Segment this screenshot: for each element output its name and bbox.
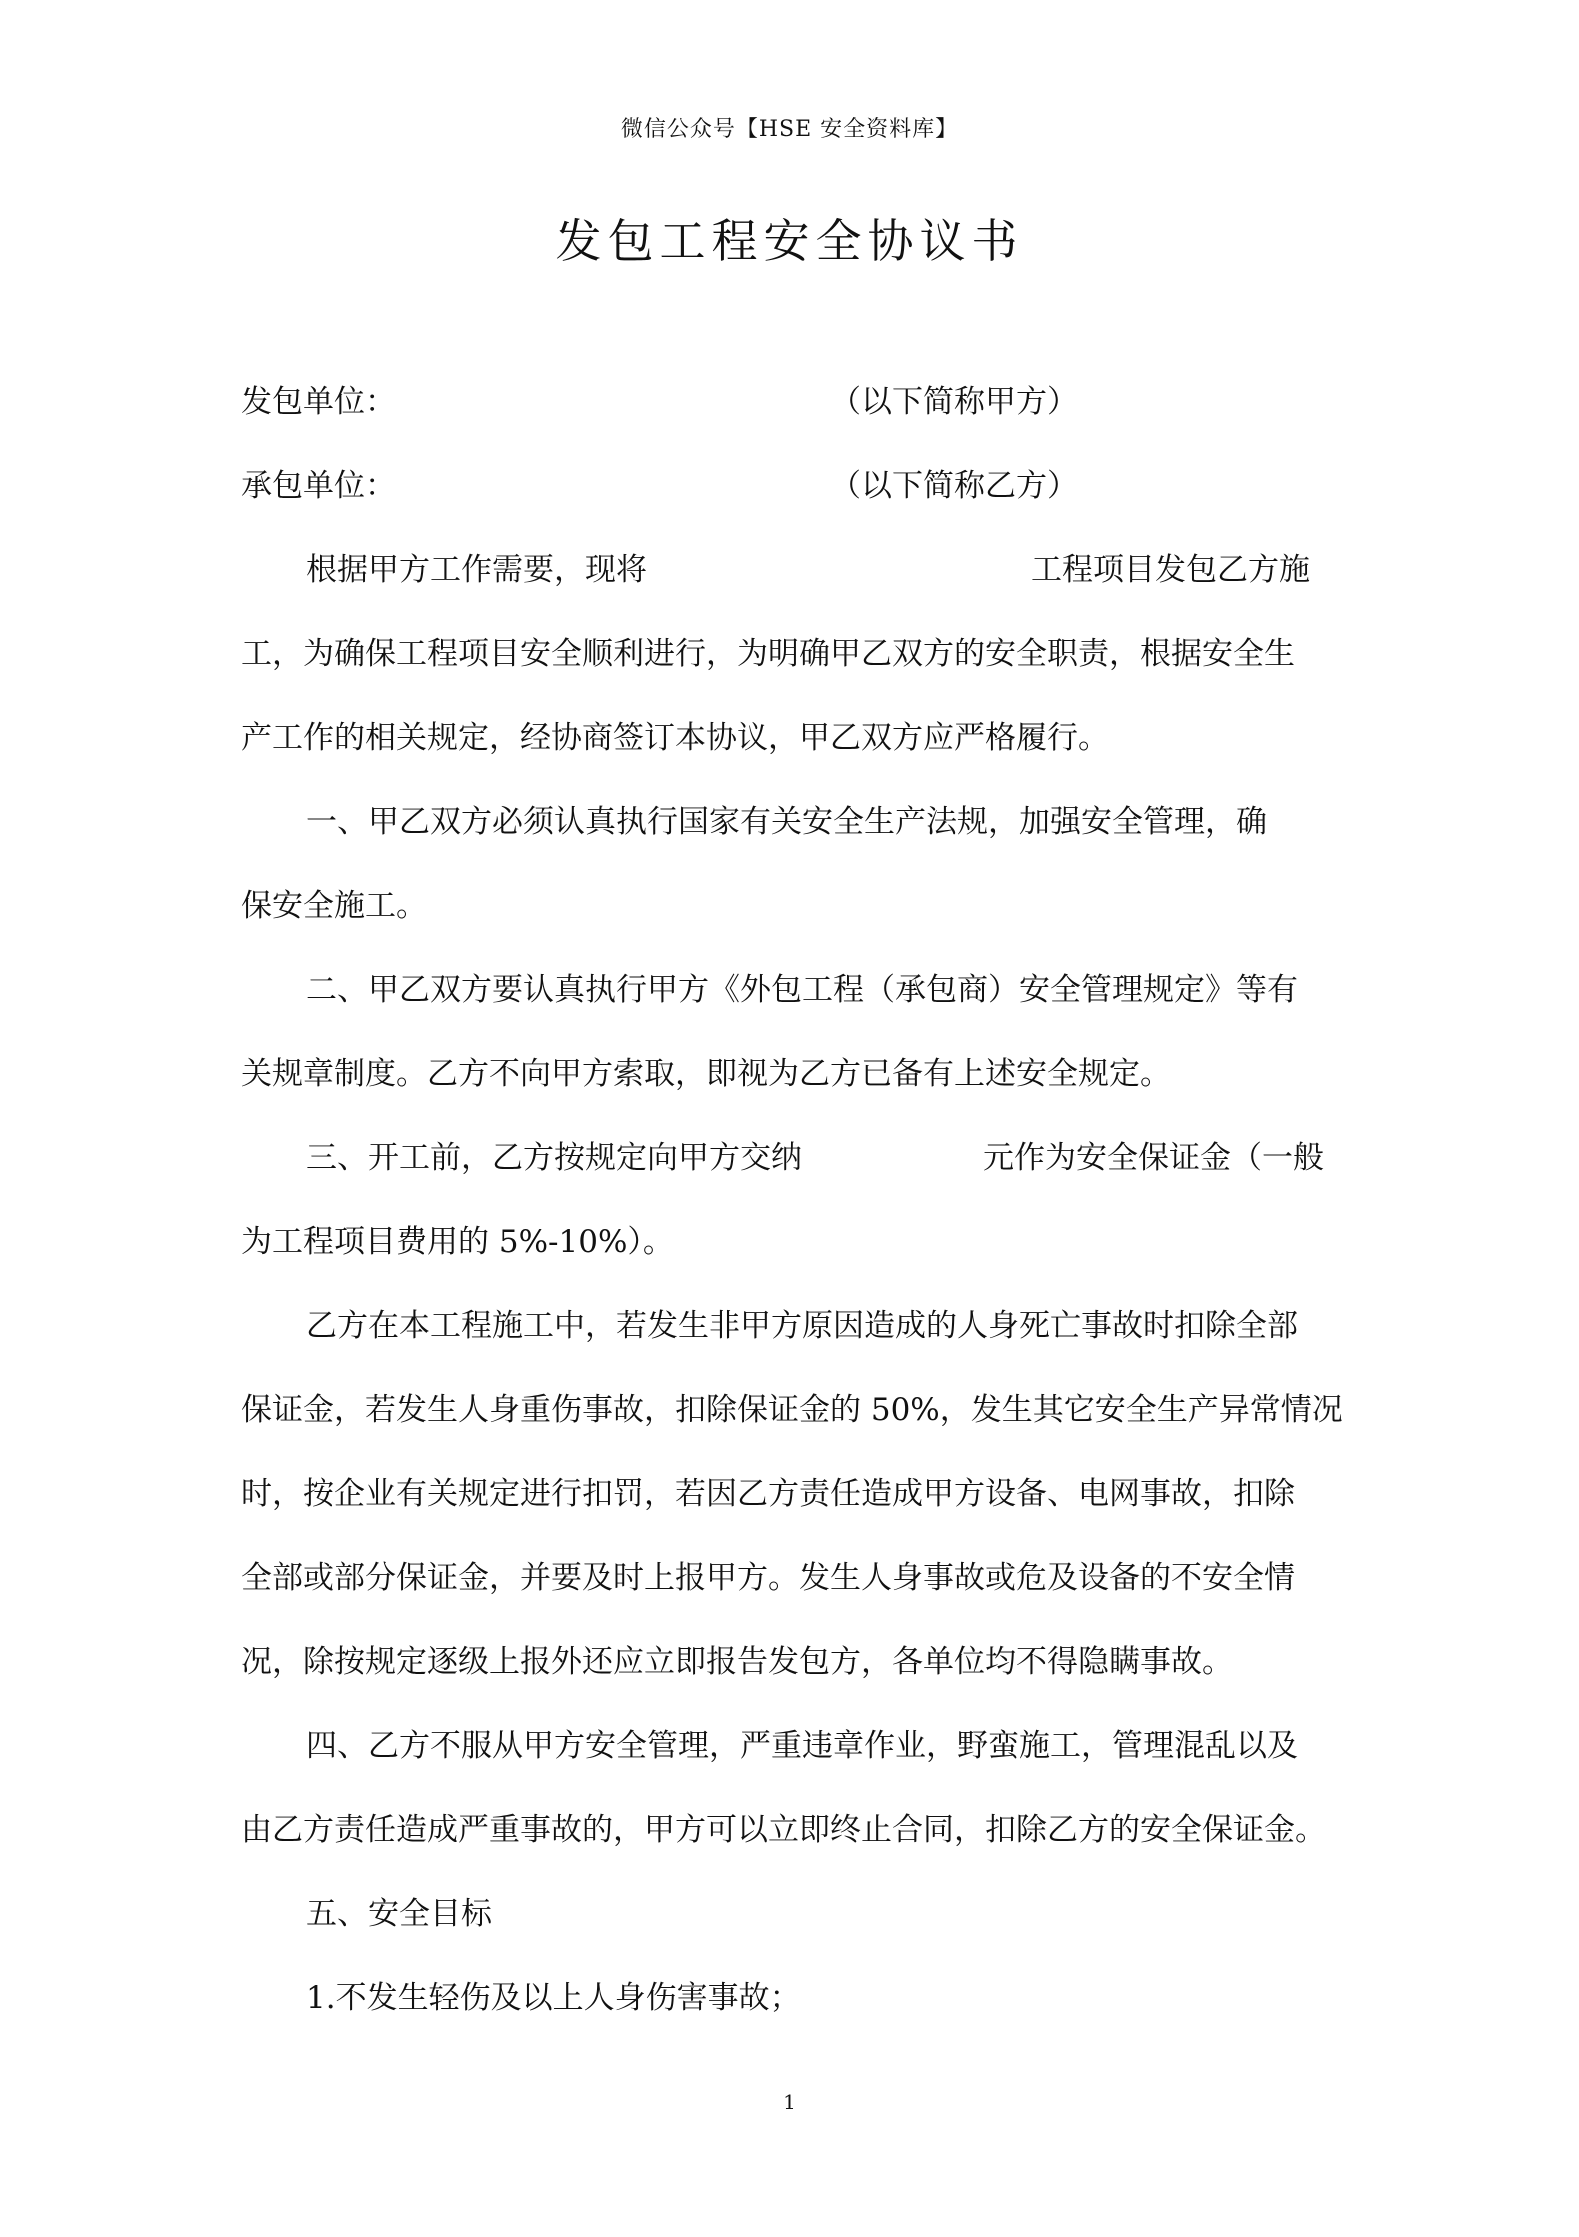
party-a-label: 发包单位： [241, 384, 396, 420]
clause-3-line-2: 为工程项目费用的 5%-10%）。 [241, 1224, 674, 1260]
clause-3-detail-line-2: 保证金，若发生人身重伤事故，扣除保证金的 50%，发生其它安全生产异常情况 [241, 1392, 1343, 1428]
intro-line-3: 产工作的相关规定，经协商签订本协议，甲乙双方应严格履行。 [241, 720, 1109, 756]
clause-4-line-2: 由乙方责任造成严重事故的，甲方可以立即终止合同，扣除乙方的安全保证金。 [241, 1812, 1326, 1848]
intro-line-2: 工，为确保工程项目安全顺利进行，为明确甲乙双方的安全职责，根据安全生 [241, 636, 1295, 672]
clause-3-detail-line-4: 全部或部分保证金，并要及时上报甲方。发生人身事故或危及设备的不安全情 [241, 1560, 1295, 1596]
intro-line-1-left: 根据甲方工作需要，现将 [306, 552, 647, 588]
clause-3-line-1-right: 元作为安全保证金（一般 [983, 1140, 1324, 1176]
document-title: 发包工程安全协议书 [555, 214, 1024, 268]
party-b-note: （以下简称乙方） [830, 468, 1078, 504]
page-header: 微信公众号【HSE 安全资料库】 [620, 117, 959, 142]
clause-1-line-1: 一、甲乙双方必须认真执行国家有关安全生产法规，加强安全管理，确 [306, 804, 1267, 840]
party-a-note: （以下简称甲方） [830, 384, 1078, 420]
clause-2-line-1: 二、甲乙双方要认真执行甲方《外包工程（承包商）安全管理规定》等有 [306, 972, 1298, 1008]
clause-3-detail-line-1: 乙方在本工程施工中，若发生非甲方原因造成的人身死亡事故时扣除全部 [306, 1308, 1298, 1344]
intro-line-1-right: 工程项目发包乙方施 [1031, 552, 1310, 588]
clause-3-line-1-left: 三、开工前，乙方按规定向甲方交纳 [306, 1140, 802, 1176]
clause-3-detail-line-3: 时，按企业有关规定进行扣罚，若因乙方责任造成甲方设备、电网事故，扣除 [241, 1476, 1295, 1512]
clause-4-line-1: 四、乙方不服从甲方安全管理，严重违章作业，野蛮施工，管理混乱以及 [306, 1728, 1298, 1764]
clause-5-heading: 五、安全目标 [306, 1896, 492, 1932]
party-b-label: 承包单位： [241, 468, 396, 504]
clause-3-detail-line-5: 况，除按规定逐级上报外还应立即报告发包方，各单位均不得隐瞒事故。 [241, 1644, 1233, 1680]
clause-1-line-2: 保安全施工。 [241, 888, 427, 924]
clause-2-line-2: 关规章制度。乙方不向甲方索取，即视为乙方已备有上述安全规定。 [241, 1056, 1171, 1092]
page-number: 1 [783, 2090, 796, 2114]
clause-5-item-1: 1.不发生轻伤及以上人身伤害事故； [306, 1980, 801, 2016]
